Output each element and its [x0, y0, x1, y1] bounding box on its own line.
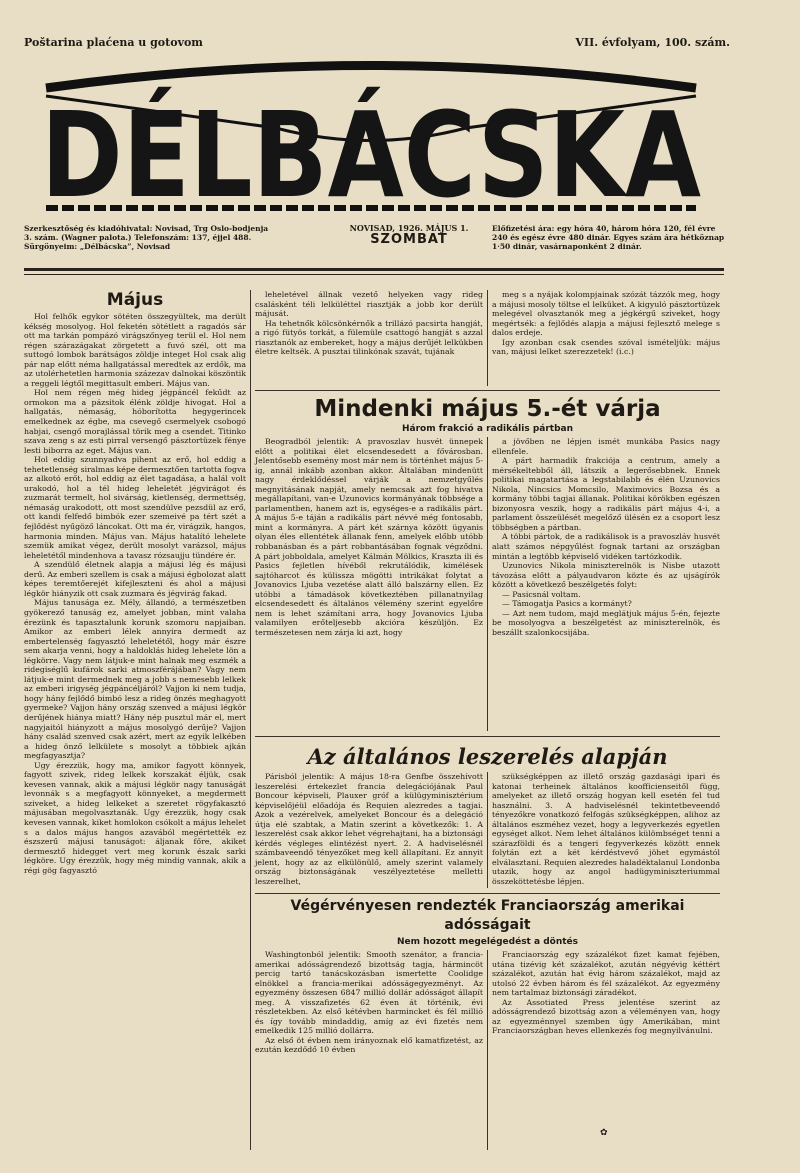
majus-paragraph: Ha tehetnők kölcsönkérnők a trillázó pacsirta hangját, a rigó fütyös torkát, a fülemüle csattogó hangját s azzal riasztanók az embereket, hogy a május derűjét lelkükben életre keltsék. A pusztai tilinkónak szavát, tujának — [255, 318, 483, 357]
majus-paragraph: Igy azonban csak csendes szóval ismételjük: május van, májusi lelket szerezzetek! (i.c.) — [492, 337, 720, 357]
majus-paragraph: meg s a nyájak kolompjainak szózát tázzók meg, hogy a májusi mosoly töltse el lelküket. A kigyuló pásztortüzek melegével olvasztanók meg a jégkérgű sziveket, hogy megértsék: a fejlődés alapja a májusi fejlesztő melege s dalos erdeje. — [492, 290, 720, 338]
article1-paragraph: a jövőben ne lépjen ismét munkába Pasics nagy ellenfele. — [492, 437, 720, 456]
info-bar — [24, 224, 724, 266]
masthead-title: DÉLBÁCSKA — [41, 86, 701, 224]
article3-left-column — [255, 950, 483, 1150]
majus-paragraph: Ugy érezzük, hogy ma, amikor fagyott könnyek, fagyott szivek, rideg lelkek korszakát éljük, csak kevesen vannak, akik a májusi légkör nagy tanuságát levonnák s a megfagyott könnyeket, a megdermett sziveket, a hideg lelkeket a szeretet rögyfakasztó májusában megolvasztanák. Ugy érezzük, hogy csak kevesen vannak, kiket homlokon csókolt a május lehelet s a dalos május hangos azavából megértették ez észszerű májusi tanuságot: áljanak főre, akiket dermesztő hidegget vert meg korunk észak sarki légköre. Ugy érezzük, hogy még mindig vannak, akik a régi gög fagyasztó — [24, 760, 246, 875]
masthead-logo — [26, 58, 716, 228]
masthead — [26, 58, 716, 228]
article1-paragraph: Uzunovics Nikola miniszterelnök is Nisbe utazott távozása előtt a pályaudvaron közte és az ujságírók között a következő beszélgetés folyt: — [492, 561, 720, 590]
editorial-info: Szerkesztőség és kiadóhivatal: Novisad, Trg Oslo-bodjenja 3. szám. (Wagner palota.) Telefonszám: 137, éjjel 488. Sürgönyeim: „Délbácska”, Novisad — [24, 224, 269, 251]
article1-paragraph: A többi pártok, de a radikálisok is a pravoszláv husvét alatt számos népgyűlést fognak tartani az országban mintán a legtöbb képviselő vidéken tartózkodik. — [492, 532, 720, 561]
article3-paragraph: Az első öt évben nem irányoznak elő kamatfizetést, az ezután kezdődő 10 évben — [255, 1035, 483, 1055]
article2-headline: Az általános leszerelés alapján — [307, 744, 668, 769]
section-rule — [255, 893, 720, 894]
header-rule — [24, 268, 724, 271]
article1-paragraph: Beogradból jelentik: A pravoszlav husvét ünnepek előtt a politikai élet elcsendesedett a fővárosban. Jelentősebb esemény most már nem is történhet május 5-ig, annál inkább azonban akkor. Általában mindenütt nagy érdeklődéssel várják a nemzetgyűlés megnyitásának napját, amely nemcsak azt fog hivatva megállapítani, van-e Uzunovics kormányának többsége a parlamentben, hanem azt is, egységes-e a radikális párt. A május 5-e táján a radikális párt névvé még fontosabb, mint a kormányra. A párt két szárnya között ügyanis olyan éles ellentétek állanak fenn, amelyek előbb utóbb robbanásban és a párt robbantásában fognak végződni. A párt jobboldala, amelyet Kálmán Mölkics, Kraszta ili és Pasics fejletlen hívéből rekrutálódik, kimélések sajtóharcot és külissza mögötti intrikákat folytat a Jovanovics Ljuba vezetése alatt álló balszárny ellen. Ez utóbbi a támadások következtében pillanatnyilag elcsendesedett és általános vélemény szerint egyelőre nem is lehet számítani arra, hogy Jovanovics Ljuba valamilyen erőteljesebb akcióra készüljön. Ez természetesen nem zárja ki azt, hogy — [255, 437, 483, 637]
article1-paragraph: — Pasicsnál voltam. — [502, 589, 581, 599]
article3-subhead: Nem hozott megelégedést a döntés — [396, 937, 578, 947]
article1-left-column — [255, 437, 483, 733]
article3-paragraph: Franciaország egy százalékot fizet kamat fejében, utána tizévig két százalékot, azután négyévig kéttért százalékot, azután hat évig három százalékot, majd az utolsó 22 évben három és fél százalékot. Az egyezmény nem tartalmaz biztonsági záradékot. — [492, 950, 720, 998]
column-divider — [487, 290, 488, 386]
column-divider — [487, 437, 488, 731]
majus-ending — [492, 290, 720, 386]
article3-headline-line2: adósságait — [444, 917, 531, 933]
article1-subhead: Három frakció a radikális pártban — [401, 424, 574, 434]
majus-continuation — [255, 290, 483, 386]
end-mark-icon: ✿ — [600, 1128, 608, 1138]
date-block — [334, 223, 484, 247]
majus-paragraph: Hol felhők egykor sötéten összegyültek, ma derült kékség mosolyog. Hol feketén sötétlett a ragadós sár ott ma tarkán pompázó virágszőnyeg terül el. Hol nem régen szárazágakat zörgetett a fuvó szél, ott ma suttogó lombok barátságos zöldje integet Hol csak alig pár nap előtt néma hallgatással meredtek az erdők, ma az utolérhetetlen harmonia százezav dalnokai köszöntik a reggeli légtől megittasult emberi. Május van. — [24, 312, 246, 388]
article2-paragraph: Párisból jelentik: A május 18-ra Genfbe összehívott leszerelési értekezlet francia delegációjának Paul Boncour képviseli, Plauxer gróf a külügyminisztérium képviselőjéül előadója és Requien alezredes a tagjai. Azok a vezérelvek, amelyeket Boncour és a delegáció útja elé szabtak, a Matin szerint a következők: 1. A leszerelést csak akkor lehet végrehajtani, ha a biztonsági kérdés végleges elintézést nyert. 2. A hadviselésnél számbaveendő tényezőket meg kell állapítani. Ez annyit jelent, hogy az az elkülönülő, amely szerint valamely ország biztonságának veszélyeztetése melletti leszerelhet, — [255, 772, 483, 887]
majus-paragraph: Hol nem régen még hideg jégpáncél fekűdt az ormokon ma a pázsitok élénk zöldje hivogat. Hol a hallgatás, némaság, hóborította hegygerincek emelkednek az égbe, ma csevegő csermelyek csobogó habjai, csengő morajlással törik meg a csendet. Titinko szava zeng s az esti pirral versengő pásztortüzek fénye lesti biborra az eget. Május van. — [24, 388, 246, 455]
article1-headline: Mindenki május 5.-ét várja — [314, 396, 661, 422]
column-divider — [487, 772, 488, 888]
article1-paragraph: A párt harmadik frakciója a centrum, amely a mérsékeltebből áll, látszik a legerősebbnek. Ennek politikai magatartása a legstabilabb és élén Uzunovics Nikola, Nincsics Momcsilo, Maximovics Bozsa és a kormány többi tagjai állanak. Politikai körökben egészen bizonyosra veszik, hogy a radikális párt május 4-i, a parlament összeülését megelőző ülésén ez a csoport lesz többségben a pártban. — [492, 456, 720, 532]
majus-paragraph: A szendülő életnek alapja a májusi lég és májusi derű. Az emberi szellem is csak a májusi égbolozat alatt képes teremtőerejét kifejleszteni és ahol a májusi légkör hiányzik ott csak zuzmara és jégvirág fakad. — [24, 560, 246, 598]
article3-right-column — [492, 950, 720, 1110]
section-rule — [255, 736, 720, 737]
majus-paragraph: Hol eddig szunnyadva pihent az erő, hol eddig a tehetetlenség siralmas képe dermesztően tartotta fogva az alkotó erőt, hol eddig az élet tagadása, a halál volt urakodó, hol a tél hideg leheletét jégvirágot és zuzmarát termelt, hol sivárság, kietlenség, dermettség, némaság urakodott, ott most szendülve pezsdül az erő, ott kandi felfedő bimbók ezer szemeivé pa tért szét a fejlődést nyűgöző láncokat. Ott ma ér, virágzik, hangos, harmonia minden. Május van. Május hatalító lehelete szemük amikat végez, derült mosolyt varázsol, május leheletétől mindenhova a tavasz rózsaujju tündére ér. — [24, 455, 246, 560]
article3-paragraph: Az Assotiated Press jelentése szerint az adósságrendező bizottság azon a véleményen van, hogy az egyezménnyel szemben úgy Amerikában, mint Franciaországban heves ellenkezés fog megnyilvánulni. — [492, 997, 720, 1036]
majus-title: Május — [106, 290, 164, 310]
section-rule — [255, 390, 720, 391]
article1-paragraph: — Támogatja Pasics a kormányt? — [502, 599, 632, 609]
majus-article — [24, 312, 246, 1150]
article1-right-column — [492, 437, 720, 733]
article2-paragraph: szükségképpen az illető ország gazdasági ipari és katonai terheinek általános koofficienseitől függ, amelyeket az illető ország hogyan kell esetén fel tud használni. 3. A hadviselésnél tekintetbeveendő tényezőkre vonatkozó felfogás szükségképpen, alihoz az általános eszméhez vezet, hogy a legyverkezés egyetlen egységet alkot. Nem lehet általános külömbséget tenni a szárazföldi és a tengeri fegyverkezés között ennek folytán ezt a két kérdéstvevő jöhet egymástól elválasztani. Requien alezredes haladéktalanul Londonba utazik, hogy az angol hadügyminiszteriummal összeköttetésbe lépjen. — [492, 772, 720, 887]
article2-right-column — [492, 772, 720, 890]
article1-paragraph: — Azt nem tudom, majd meglátjuk május 5-én, fejezte be mosolyogva a beszélgetést az miniszterelnök, és beszállt szalonkocsijába. — [492, 608, 720, 637]
issue-day: SZOMBAT — [370, 232, 448, 247]
volume-issue: VII. évfolyam, 100. szám. — [575, 36, 730, 49]
article3-headline: Végérvényesen rendezték Franciaország amerikai — [290, 898, 685, 914]
header-rule-thin — [24, 274, 724, 275]
column-divider — [250, 290, 251, 1150]
top-line — [24, 36, 730, 52]
postage-note: Poštarina plaćena u gotovom — [24, 36, 203, 49]
issue-date: NOVISAD, 1926. MÁJUS 1. — [349, 223, 469, 233]
majus-paragraph: Május tanusága ez. Mély, állandó, a természetben gyökerező tanuság ez, amelyet jobban, mint valaha érezünk és tapasztalunk korunk szomoru napjaiban. Amikor az emberi lélek annyira dermedt az embertelenség fagyasztó leheletétől, hogy már észre sem akarja venni, hogy a haldoklás hideg lehelete lön a légkörre. Vagy nem látjuk-e mint halnak meg eszmék a ridegiséglű kufárok sarki atmoszférájában? Vagy nem látjuk-e mint dermednek meg a jobb s nemesebb lelkek az emberi irigység jégpáncéljáról? Vajjon ki nem tudja, hogy hány fejlődő bimbó lesz a rideg önzés meghagyott gyermeke? Vajjon hány ország szenved a májusi légkör derűjének hiánya miatt? Hány nép pusztul már el, mert nagyjaitól hiányzott a május mosolygó derűje? Vajjon hány család szenved csak azért, mert az egyik lelkében a hideg önző lelkülete s mosolyt a többiek ajkán megfagyasztja? — [24, 598, 246, 761]
article2-left-column — [255, 772, 483, 890]
majus-paragraph: leheletével állnak vezető helyeken vagy rideg csalásként téli lelküléttel riasztják a jobb kor derült májusát. — [255, 290, 483, 319]
article3-paragraph: Washingtonból jelentik: Smooth szenátor, a francia-amerikai adósságrendező bizottság tagja, hármincöt percig tartó tanácskozásban ismertette Coolidge elnökkel a francia-merikai adósságegyezményt. Az egyezmény összesen 6847 millió dollár adósságot állapít meg. A visszafizetés 62 éven át történik, évi részletekben. Az első kétévben harmincket és fél millió és így tovább mindaddig, amíg az évi fizetés nem emelkedik 125 millió dollárra. — [255, 950, 483, 1036]
column-divider — [487, 950, 488, 1150]
subscription-info: Előfizetési ára: egy hóra 40, három hóra 120, fél évre 240 és egész évre 480 dinár. Egyes szám ára hétköznap 1·50 dinár, vasárnaponként 2 dinár. — [492, 224, 725, 251]
